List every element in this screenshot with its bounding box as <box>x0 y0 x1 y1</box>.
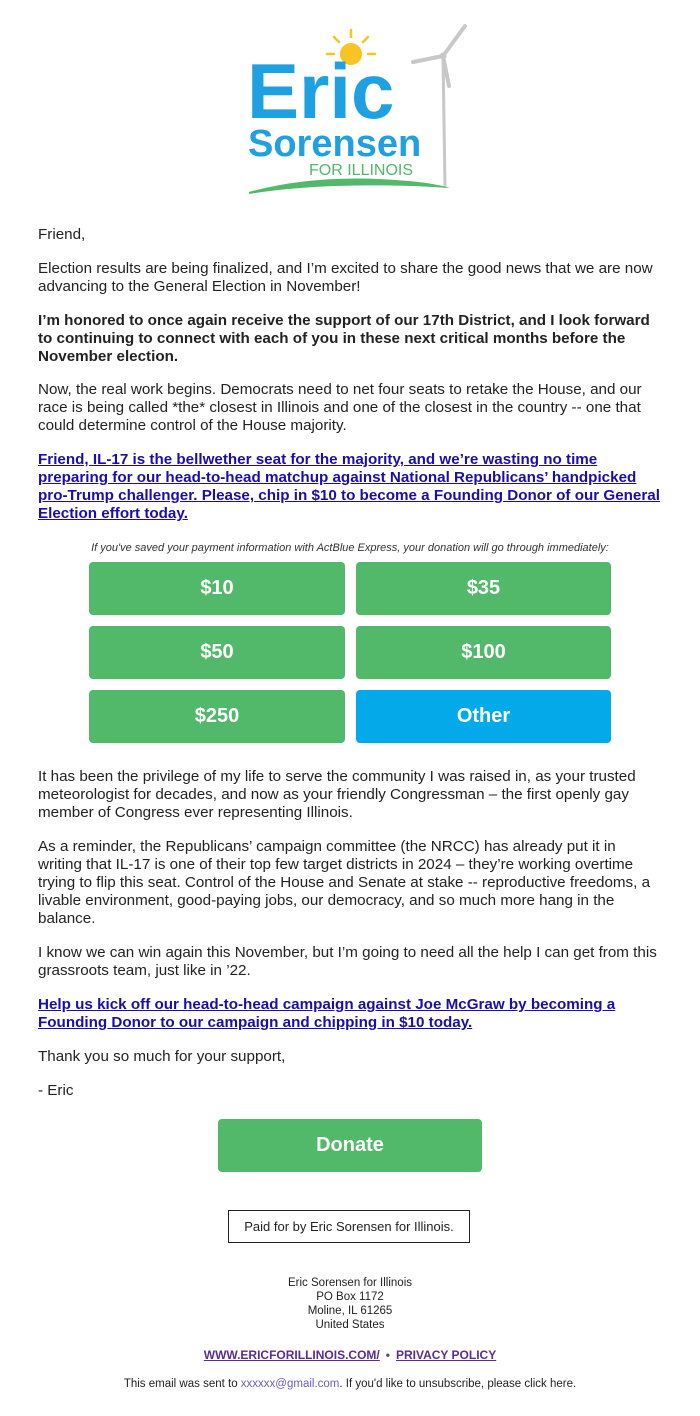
bellwether-paragraph <box>38 451 662 523</box>
paid-for-disclaimer: Paid for by Eric Sorensen for Illinois. <box>228 1210 470 1243</box>
logo-swoosh <box>249 179 450 195</box>
donate-50-button[interactable]: $50 <box>89 626 345 679</box>
footer-links <box>100 1348 600 1362</box>
address-country: United States <box>315 1319 385 1331</box>
actblue-express-note: If you've saved your payment information with ActBlue Express, your donation will go through immediately: <box>91 542 609 554</box>
greeting: Friend, <box>38 226 86 243</box>
donate-250-button[interactable]: $250 <box>89 690 345 743</box>
donate-100-button[interactable]: $100 <box>356 626 611 679</box>
logo-tagline: FOR ILLINOIS <box>309 162 414 179</box>
address-line1: PO Box 1172 <box>316 1291 384 1303</box>
donate-button[interactable]: Donate <box>218 1119 482 1172</box>
campaign-logo <box>245 22 467 198</box>
paragraph-real-work: Now, the real work begins. Democrats need to net four seats to retake the House, and our race is being called *the* closest in Illinois and one of the closest in the country -- one that could determine control of the House majority. <box>38 381 642 434</box>
donate-35-button[interactable]: $35 <box>356 562 611 615</box>
address-name: Eric Sorensen for Illinois <box>288 1277 412 1289</box>
bellwether-donate-link[interactable]: Friend, IL-17 is the bellwether seat for the majority, and we’re wasting no time preparing for our head-to-head matchup against National Republicans’ handpicked pro-Trump challenger. Please, chip in $10 to become a Founding Donor of our General Election effort today. <box>38 451 660 522</box>
footer-separator: • <box>385 1348 390 1362</box>
paragraph-honored: I’m honored to once again receive the support of our 17th District, and I look forward to continuing to connect with each of you in these next critical months before the November election. <box>38 312 650 365</box>
donate-10-button[interactable]: $10 <box>89 562 345 615</box>
mailing-address <box>200 1276 500 1332</box>
signoff: - Eric <box>38 1082 74 1099</box>
paragraph-privilege: It has been the privilege of my life to serve the community I was raised in, as your trusted meteorologist for decades, and now as your friendly Congressman – the first openly gay member of Congress ever representing Illinois. <box>38 768 636 821</box>
privacy-policy-link[interactable]: PRIVACY POLICY <box>395 1348 497 1362</box>
unsubscribe-notice <box>50 1378 650 1390</box>
logo-last-name: Sorensen <box>248 123 422 165</box>
paragraph-grassroots: I know we can win again this November, but I’m going to need all the help I can get from this grassroots team, just like in ’22. <box>38 944 657 979</box>
paragraph-thanks: Thank you so much for your support, <box>38 1048 286 1065</box>
founding-donor-link[interactable]: Help us kick off our head-to-head campaign against Joe McGraw by becoming a Founding Donor to our campaign and chipping in $10 today. <box>38 996 616 1031</box>
donate-other-button[interactable]: Other <box>356 690 611 743</box>
sent-to-prefix: This email was sent to <box>123 1378 241 1390</box>
paragraph-results: Election results are being finalized, and I’m excited to share the good news that we are now advancing to the General Election in November! <box>38 260 653 295</box>
recipient-email: xxxxxx@gmail.com <box>240 1378 340 1390</box>
logo-first-name: Eric <box>247 47 395 135</box>
address-line2: Moline, IL 61265 <box>307 1305 393 1317</box>
paragraph-nrcc: As a reminder, the Republicans’ campaign committee (the NRCC) has already put it in writing that IL-17 is one of their top few target districts in 2024 – they’re working overtime trying to flip this seat. Control of the House and Senate at stake -- reproductive freedoms, a livable environment, good-paying jobs, our democracy, and so much more hang in the balance. <box>38 838 651 927</box>
website-link[interactable]: WWW.ERICFORILLINOIS.COM/ <box>203 1348 380 1362</box>
founding-donor-paragraph <box>38 996 662 1032</box>
unsubscribe-text[interactable]: . If you'd like to unsubscribe, please click here. <box>339 1378 577 1390</box>
